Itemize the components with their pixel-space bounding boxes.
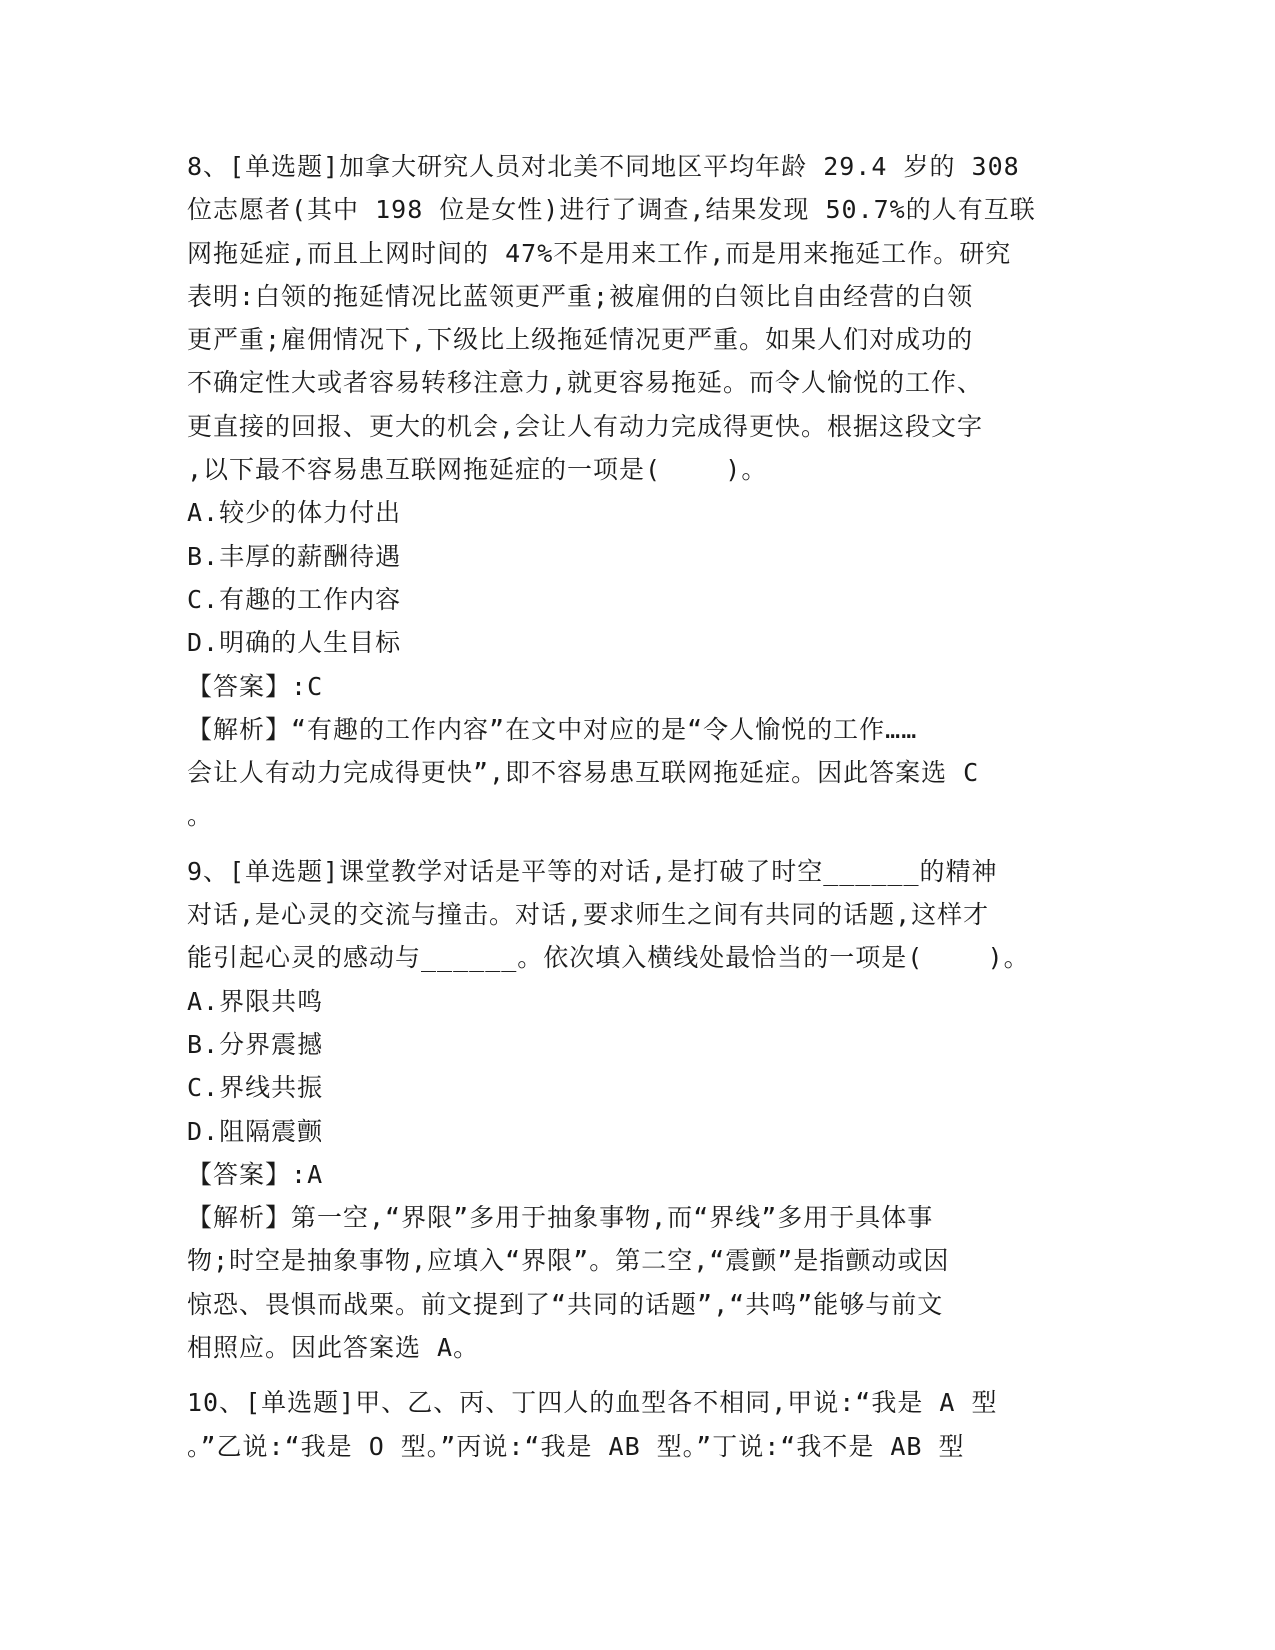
answer-label: 【答案】:: [187, 671, 308, 701]
analysis-line: 【解析】第一空,“界限”多用于抽象事物,而“界线”多用于具体事: [187, 1203, 934, 1233]
analysis-line: 物;时空是抽象事物,应填入“界限”。第二空,“震颤”是指颤动或因: [187, 1246, 950, 1276]
analysis-line: 【解析】“有趣的工作内容”在文中对应的是“令人愉悦的工作……: [187, 714, 918, 744]
question-stem-line: 9、[单选题]课堂教学对话是平等的对话,是打破了时空______的精神: [187, 856, 998, 886]
question-stem-line: 不确定性大或者容易转移注意力,就更容易拖延。而令人愉悦的工作、: [187, 368, 984, 398]
answer-line: [187, 665, 1087, 708]
question-stem-line: ,以下最不容易患互联网拖延症的一项是( )。: [187, 455, 768, 485]
answer-label: 【答案】:: [187, 1159, 308, 1189]
question-stem-line: 更直接的回报、更大的机会,会让人有动力完成得更快。根据这段文字: [187, 411, 984, 441]
answer-value: C: [307, 671, 324, 701]
option-c: C.界线共振: [187, 1073, 324, 1103]
question-stem-line: 10、[单选题]甲、乙、丙、丁四人的血型各不相同,甲说:“我是 A 型: [187, 1388, 998, 1418]
question-stem-line: 更严重;雇佣情况下,下级比上级拖延情况更严重。如果人们对成功的: [187, 325, 974, 355]
option-b: B.丰厚的薪酬待遇: [187, 541, 402, 571]
option-d: D.明确的人生目标: [187, 628, 402, 658]
option-a: A.界限共鸣: [187, 986, 324, 1016]
analysis-line: 。: [187, 801, 214, 831]
question-stem-line: 位志愿者(其中 198 位是女性)进行了调查,结果发现 50.7%的人有互联: [187, 195, 1036, 225]
answer-value: A: [307, 1159, 324, 1189]
question-stem-line: 对话,是心灵的交流与撞击。对话,要求师生之间有共同的话题,这样才: [187, 900, 990, 930]
question-list: [187, 145, 1087, 1468]
question-9: [187, 850, 1087, 1370]
question-stem-line: 网拖延症,而且上网时间的 47%不是用来工作,而是用来拖延工作。研究: [187, 238, 1012, 268]
option-b: B.分界震撼: [187, 1029, 324, 1059]
option-c: C.有趣的工作内容: [187, 584, 402, 614]
option-a: A.较少的体力付出: [187, 498, 402, 528]
analysis-line: 相照应。因此答案选 A。: [187, 1333, 480, 1363]
question-stem-line: 8、[单选题]加拿大研究人员对北美不同地区平均年龄 29.4 岁的 308: [187, 152, 1020, 181]
answer-line: [187, 1153, 1087, 1196]
question-stem-line: 。”乙说:“我是 O 型。”丙说:“我是 AB 型。”丁说:“我不是 AB 型: [187, 1431, 965, 1461]
question-10: [187, 1381, 1087, 1468]
question-stem-line: 表明:白领的拖延情况比蓝领更严重;被雇佣的白领比自由经营的白领: [187, 281, 974, 311]
question-8: [187, 145, 1087, 838]
analysis-line: 惊恐、畏惧而战栗。前文提到了“共同的话题”,“共鸣”能够与前文: [187, 1289, 944, 1319]
option-d: D.阻隔震颤: [187, 1116, 324, 1146]
analysis-line: 会让人有动力完成得更快”,即不容易患互联网拖延症。因此答案选 C: [187, 758, 980, 788]
question-stem-line: 能引起心灵的感动与______。依次填入横线处最恰当的一项是( )。: [187, 943, 1030, 973]
